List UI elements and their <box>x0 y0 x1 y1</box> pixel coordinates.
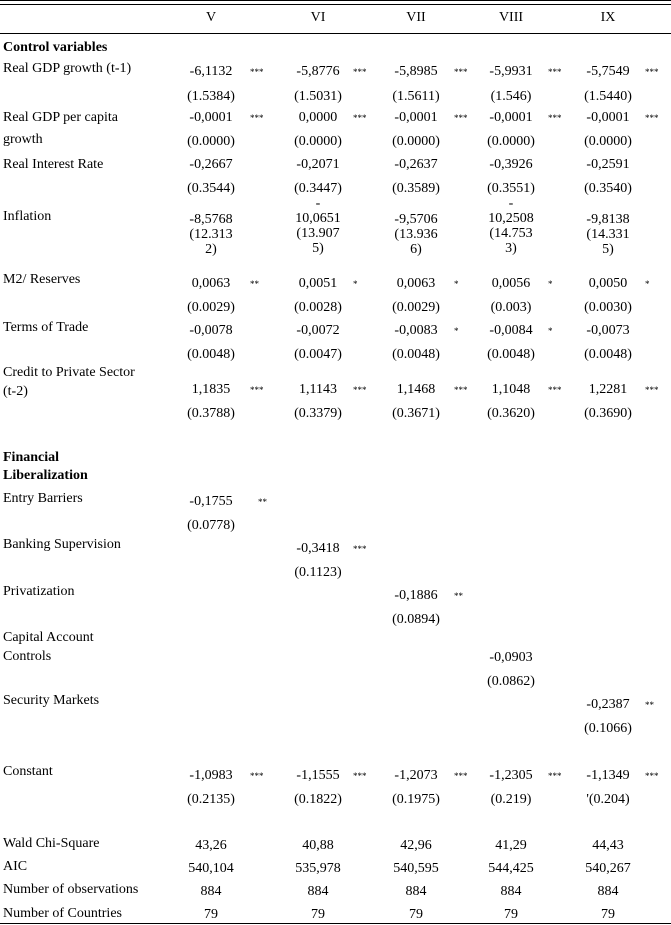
coef-m2-3: 0,0056 <box>491 276 531 291</box>
se-gdp_pc-2: (0.0000) <box>392 134 440 149</box>
stars-constant-0: *** <box>250 771 264 781</box>
se-capital: (0.0862) <box>487 674 535 689</box>
row-label-privat: Privatization <box>3 584 75 599</box>
stat-ncountries-0: 79 <box>204 907 218 922</box>
se-tot-2: (0.0048) <box>392 347 440 362</box>
se-gdp_pc-4: (0.0000) <box>584 134 632 149</box>
se-privat: (0.0894) <box>392 612 440 627</box>
coef-gdp_growth-3: -5,9931 <box>489 64 533 79</box>
se-interest-3: (0.3551) <box>487 181 535 196</box>
stars-gdp_growth-1: *** <box>353 67 367 77</box>
stars-tot-2: * <box>454 326 459 336</box>
inflation-cell-0-1: (12.313 <box>189 227 233 242</box>
coef-m2-2: 0,0063 <box>396 276 436 291</box>
stat-wald-1: 40,88 <box>302 838 334 853</box>
stars-m2-3: * <box>548 279 553 289</box>
row-label-constant: Constant <box>3 764 53 779</box>
column-header-viii: VIII <box>498 10 524 25</box>
se-m2-3: (0.003) <box>490 300 532 315</box>
se-constant-3: (0.219) <box>490 792 532 807</box>
coef-tot-0: -0,0078 <box>189 323 233 338</box>
bottom-rule <box>0 923 671 924</box>
row-label-banking: Banking Supervision <box>3 537 121 552</box>
row-label-gdp-pc-2: growth <box>3 132 43 147</box>
row-label-capital-2: Controls <box>3 649 52 664</box>
stat-nobs-1: 884 <box>307 884 329 899</box>
stars-m2-2: * <box>454 279 459 289</box>
stat-ncountries-2: 79 <box>409 907 423 922</box>
coef-interest-0: -0,2667 <box>189 157 233 172</box>
stat-nobs-4: 884 <box>597 884 619 899</box>
stars-credit-3: *** <box>548 385 562 395</box>
stars-gdp_pc-2: *** <box>454 113 468 123</box>
column-header-v: V <box>205 10 217 25</box>
stars-entry: ** <box>258 497 267 507</box>
row-label-gdp-pc: Real GDP per capita <box>3 110 118 125</box>
se-constant-1: (0.1822) <box>294 792 342 807</box>
se-gdp_growth-1: (1.5031) <box>294 89 342 104</box>
inflation-cell-3-2: (14.753 <box>489 226 533 241</box>
coef-privat: -0,1886 <box>394 588 438 603</box>
row-label-inflation: Inflation <box>3 209 52 224</box>
coef-m2-0: 0,0063 <box>191 276 231 291</box>
inflation-cell-4-1: (14.331 <box>586 227 630 242</box>
coef-security: -0,2387 <box>586 697 630 712</box>
coef-constant-3: -1,2305 <box>489 768 533 783</box>
coef-gdp_pc-2: -0,0001 <box>394 110 438 125</box>
stars-gdp_growth-3: *** <box>548 67 562 77</box>
coef-tot-4: -0,0073 <box>586 323 630 338</box>
stars-banking: *** <box>353 544 367 554</box>
row-label-security: Security Markets <box>3 693 100 708</box>
stat-nobs-2: 884 <box>405 884 427 899</box>
coef-gdp_pc-4: -0,0001 <box>586 110 630 125</box>
top-rule <box>0 0 671 1</box>
row-label-aic: AIC <box>3 859 28 874</box>
stars-tot-3: * <box>548 326 553 336</box>
coef-credit-0: 1,1835 <box>191 382 231 397</box>
column-header-vi: VI <box>310 10 326 25</box>
se-tot-0: (0.0048) <box>187 347 235 362</box>
coef-tot-3: -0,0084 <box>489 323 533 338</box>
stars-m2-4: * <box>645 279 650 289</box>
stat-nobs-0: 884 <box>200 884 222 899</box>
stars-gdp_pc-0: *** <box>250 113 264 123</box>
inflation-cell-0-2: 2) <box>205 242 217 257</box>
section-control-variables: Control variables <box>3 40 108 55</box>
top-rule-2 <box>0 4 671 5</box>
se-credit-3: (0.3620) <box>487 406 535 421</box>
inflation-cell-3-0: - <box>508 196 514 211</box>
se-m2-1: (0.0028) <box>294 300 342 315</box>
inflation-cell-2-2: 6) <box>410 242 422 257</box>
stat-aic-3: 544,425 <box>488 861 534 876</box>
coef-entry: -0,1755 <box>189 494 233 509</box>
se-tot-3: (0.0048) <box>487 347 535 362</box>
coef-gdp_growth-4: -5,7549 <box>586 64 630 79</box>
coef-interest-4: -0,2591 <box>586 157 630 172</box>
row-label-capital: Capital Account <box>3 630 94 645</box>
coef-constant-1: -1,1555 <box>296 768 340 783</box>
row-label-ncountries: Number of Countries <box>3 906 122 921</box>
row-label-gdp-growth: Real GDP growth (t-1) <box>3 61 132 76</box>
se-gdp_pc-0: (0.0000) <box>187 134 235 149</box>
se-constant-4: '(0.204) <box>586 792 630 807</box>
inflation-cell-4-2: 5) <box>602 242 614 257</box>
coef-interest-3: -0,3926 <box>489 157 533 172</box>
se-m2-0: (0.0029) <box>187 300 235 315</box>
row-label-nobs: Number of observations <box>3 882 139 897</box>
coef-credit-1: 1,1143 <box>299 382 337 397</box>
coef-gdp_pc-3: -0,0001 <box>489 110 533 125</box>
se-tot-4: (0.0048) <box>584 347 632 362</box>
coef-gdp_growth-0: -6,1132 <box>189 64 233 79</box>
stars-gdp_pc-1: *** <box>353 113 367 123</box>
stars-gdp_pc-3: *** <box>548 113 562 123</box>
coef-interest-1: -0,2071 <box>296 157 340 172</box>
stars-constant-1: *** <box>353 771 367 781</box>
se-credit-0: (0.3788) <box>187 406 235 421</box>
stat-ncountries-3: 79 <box>504 907 518 922</box>
coef-gdp_growth-1: -5,8776 <box>296 64 340 79</box>
row-label-tot: Terms of Trade <box>3 320 89 335</box>
coef-tot-2: -0,0083 <box>394 323 438 338</box>
inflation-cell-0-0: -8,5768 <box>189 212 233 227</box>
row-label-m2: M2/ Reserves <box>3 272 81 287</box>
se-entry: (0.0778) <box>187 518 235 533</box>
stars-privat: ** <box>454 591 463 601</box>
stat-wald-0: 43,26 <box>195 838 227 853</box>
stat-nobs-3: 884 <box>500 884 522 899</box>
se-security: (0.1066) <box>584 721 632 736</box>
stars-m2-1: * <box>353 279 358 289</box>
stars-security: ** <box>645 700 654 710</box>
column-header-ix: IX <box>600 10 616 25</box>
inflation-cell-1-1: 10,0651 <box>295 211 341 226</box>
row-label-interest: Real Interest Rate <box>3 157 104 172</box>
stat-aic-4: 540,267 <box>585 861 631 876</box>
inflation-cell-1-2: (13.907 <box>296 226 340 241</box>
se-tot-1: (0.0047) <box>294 347 342 362</box>
row-label-wald: Wald Chi-Square <box>3 836 100 851</box>
inflation-cell-3-3: 3) <box>505 241 517 256</box>
coef-credit-4: 1,2281 <box>588 382 628 397</box>
se-credit-4: (0.3690) <box>584 406 632 421</box>
coef-capital: -0,0903 <box>489 650 533 665</box>
se-gdp_pc-1: (0.0000) <box>294 134 342 149</box>
se-interest-4: (0.3540) <box>584 181 632 196</box>
stars-gdp_growth-0: *** <box>250 67 264 77</box>
stars-constant-4: *** <box>645 771 659 781</box>
header-rule <box>0 33 671 34</box>
coef-tot-1: -0,0072 <box>296 323 340 338</box>
stat-wald-2: 42,96 <box>400 838 432 853</box>
se-banking: (0.1123) <box>294 565 342 580</box>
stars-constant-2: *** <box>454 771 468 781</box>
se-interest-1: (0.3447) <box>294 181 342 196</box>
coef-constant-2: -1,2073 <box>394 768 438 783</box>
coef-credit-2: 1,1468 <box>396 382 436 397</box>
row-label-credit: Credit to Private Sector <box>3 365 135 380</box>
se-constant-0: (0.2135) <box>187 792 235 807</box>
stars-constant-3: *** <box>548 771 562 781</box>
se-gdp_growth-3: (1.546) <box>490 89 532 104</box>
se-m2-4: (0.0030) <box>584 300 632 315</box>
stars-m2-0: ** <box>250 279 259 289</box>
stars-credit-2: *** <box>454 385 468 395</box>
coef-gdp_pc-0: -0,0001 <box>189 110 233 125</box>
stars-gdp_growth-2: *** <box>454 67 468 77</box>
se-constant-2: (0.1975) <box>392 792 440 807</box>
stars-gdp_growth-4: *** <box>645 67 659 77</box>
stat-aic-2: 540,595 <box>393 861 439 876</box>
row-label-entry: Entry Barriers <box>3 491 83 506</box>
coef-gdp_pc-1: 0,0000 <box>298 110 338 125</box>
stat-wald-3: 41,29 <box>495 838 527 853</box>
inflation-cell-2-0: -9,5706 <box>394 212 438 227</box>
inflation-cell-1-0: - <box>315 196 321 211</box>
se-gdp_pc-3: (0.0000) <box>487 134 535 149</box>
coef-m2-4: 0,0050 <box>588 276 628 291</box>
section-financial-liberalization: Financial Liberalization <box>3 450 88 483</box>
stars-credit-4: *** <box>645 385 659 395</box>
coef-banking: -0,3418 <box>296 541 340 556</box>
stat-wald-4: 44,43 <box>592 838 624 853</box>
se-interest-0: (0.3544) <box>187 181 235 196</box>
stars-credit-0: *** <box>250 385 264 395</box>
stars-credit-1: *** <box>353 385 367 395</box>
column-header-vii: VII <box>406 10 426 25</box>
coef-credit-3: 1,1048 <box>491 382 531 397</box>
se-gdp_growth-0: (1.5384) <box>187 89 235 104</box>
coef-constant-0: -1,0983 <box>189 768 233 783</box>
row-label-credit-2: (t-2) <box>3 384 28 399</box>
se-credit-2: (0.3671) <box>392 406 440 421</box>
stat-aic-1: 535,978 <box>295 861 341 876</box>
se-m2-2: (0.0029) <box>392 300 440 315</box>
coef-m2-1: 0,0051 <box>298 276 338 291</box>
coef-interest-2: -0,2637 <box>394 157 438 172</box>
inflation-cell-2-1: (13.936 <box>394 227 438 242</box>
se-gdp_growth-4: (1.5440) <box>584 89 632 104</box>
inflation-cell-1-3: 5) <box>312 241 324 256</box>
stat-aic-0: 540,104 <box>188 861 234 876</box>
coef-gdp_growth-2: -5,8985 <box>394 64 438 79</box>
se-gdp_growth-2: (1.5611) <box>392 89 440 104</box>
inflation-cell-4-0: -9,8138 <box>586 212 630 227</box>
stat-ncountries-4: 79 <box>601 907 615 922</box>
stat-ncountries-1: 79 <box>311 907 325 922</box>
se-interest-2: (0.3589) <box>392 181 440 196</box>
inflation-cell-3-1: 10,2508 <box>488 211 534 226</box>
stars-gdp_pc-4: *** <box>645 113 659 123</box>
se-credit-1: (0.3379) <box>294 406 342 421</box>
coef-constant-4: -1,1349 <box>586 768 630 783</box>
